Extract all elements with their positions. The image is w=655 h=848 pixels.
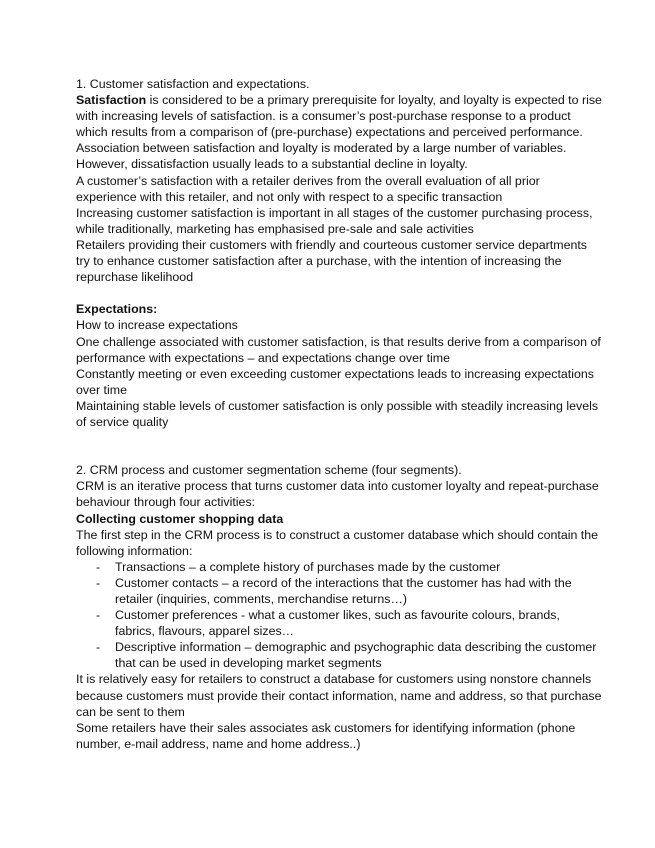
bullet-item (76, 639, 597, 671)
text-line: Some retailers have their sales associates ask customers for identifying information (phone (76, 720, 576, 735)
bullet-dash: - (96, 608, 101, 623)
bullet-line: fabrics, flavours, apparel sizes… (115, 624, 295, 639)
text-line: A customer’s satisfaction with a retailer derives from the overall evaluation of all prior (76, 173, 540, 188)
text-line: performance with expectations – and expectations change over time (76, 350, 451, 365)
bullet-line: that can be used in developing market segments (115, 656, 382, 671)
text-line: because customers must provide their contact information, name and address, so that purchase (76, 688, 602, 703)
blank-line (76, 446, 586, 462)
bullet-line: retailer (inquiries, comments, merchandise returns…) (115, 592, 407, 606)
satisfaction-paragraph-first-line (76, 92, 602, 108)
text-line: Retailers providing their customers with friendly and courteous customer service departments (76, 237, 587, 252)
bullet-line: Customer contacts – a record of the interactions that the customer has had with the (115, 575, 572, 590)
satisfaction-first-line-rest: is considered to be a primary prerequisite for loyalty, and loyalty is expected to rise (146, 93, 602, 108)
text-line: behaviour through four activities: (76, 495, 256, 510)
text-line: How to increase expectations (76, 318, 238, 333)
bullet-dash: - (96, 575, 101, 590)
text-line: Constantly meeting or even exceeding customer expectations leads to increasing expectations (76, 366, 594, 381)
document-page (76, 76, 602, 752)
bullet-item (76, 575, 586, 607)
text-line: Increasing customer satisfaction is important in all stages of the customer purchasing process, (76, 205, 593, 220)
text-line: try to enhance customer satisfaction after a purchase, with the intention of increasing the (76, 254, 562, 269)
bullet-dash: - (96, 559, 101, 574)
section2-heading: 2. CRM process and customer segmentation scheme (four segments). (76, 463, 462, 478)
text-line: repurchase likelihood (76, 270, 194, 285)
blank-line (76, 285, 586, 301)
bullet-line: Descriptive information – demographic and psychographic data describing the customer (115, 640, 597, 655)
text-line: can be sent to them (76, 704, 185, 719)
text-line: experience with this retailer, and not only with respect to a specific transaction (76, 189, 503, 204)
text-line: Association between satisfaction and loyalty is moderated by a large number of variables. (76, 141, 567, 156)
bullet-item (76, 559, 586, 575)
bullet-line: Customer preferences - what a customer likes, such as favourite colours, brands, (115, 608, 560, 623)
text-line: with increasing levels of satisfaction. is a consumer’s post-purchase response to a product (76, 109, 571, 124)
text-line: over time (76, 382, 127, 397)
text-line: However, dissatisfaction usually leads to a substantial decline in loyalty. (76, 157, 468, 172)
text-line: One challenge associated with customer satisfaction, is that results derive from a comparison of (76, 334, 601, 349)
bullet-item (76, 607, 586, 639)
text-line: following information: (76, 543, 193, 558)
satisfaction-term: Satisfaction (76, 93, 147, 108)
bullet-line: Transactions – a complete history of purchases made by the customer (115, 559, 501, 574)
text-line: CRM is an iterative process that turns customer data into customer loyalty and repeat-purchase (76, 479, 599, 494)
bullet-dash: - (96, 640, 101, 655)
text-line: of service quality (76, 414, 169, 429)
text-line: which results from a comparison of (pre-purchase) expectations and perceived performance. (76, 125, 583, 140)
text-line: It is relatively easy for retailers to construct a database for customers using nonstore channels (76, 672, 592, 687)
collecting-data-subheading: Collecting customer shopping data (76, 511, 284, 526)
section1-heading: 1. Customer satisfaction and expectations. (76, 77, 310, 91)
text-line: while traditionally, marketing has emphasised pre-sale and sale activities (76, 221, 474, 236)
text-line: Maintaining stable levels of customer satisfaction is only possible with steadily increasing levels (76, 398, 599, 413)
blank-line (76, 430, 586, 446)
text-line: number, e-mail address, name and home address..) (76, 736, 361, 751)
text-line: The first step in the CRM process is to construct a customer database which should contain the (76, 527, 599, 542)
expectations-heading: Expectations: (76, 302, 158, 317)
